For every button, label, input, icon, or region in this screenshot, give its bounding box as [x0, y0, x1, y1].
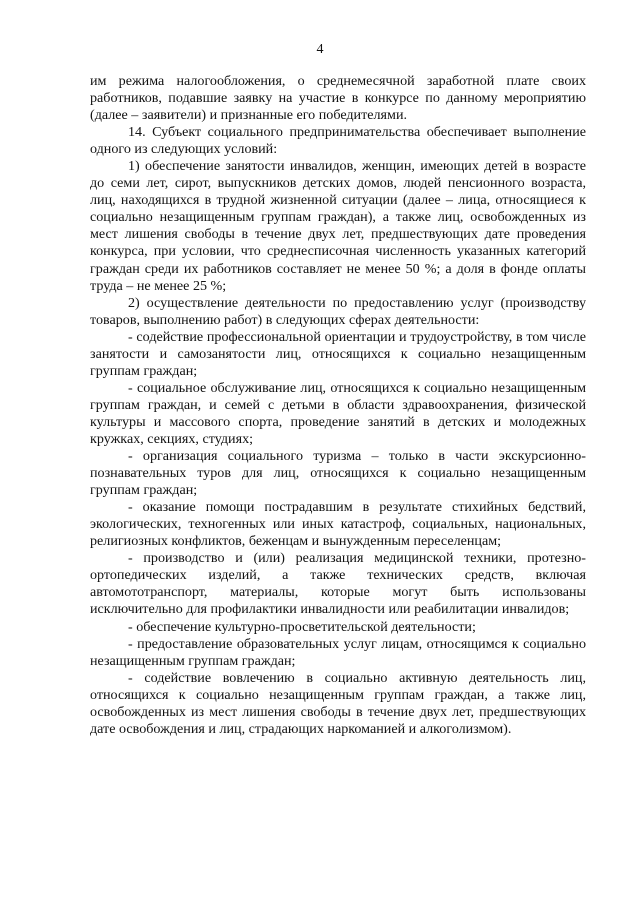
paragraph-condition-1: 1) обеспечение занятости инвалидов, женщин, имеющих детей в возрасте до семи лет, сирот, выпускников детских домов, людей пенсионного возраста, лиц, находящихся в трудной жизненной ситуации (далее – лица, относящиеся к социально незащищенным группам граждан), а также лиц, освобожденных из мест лишения свободы в течение двух лет, предшествующих дате проведения конкурса, при условии, что среднесписочная численность указанных категорий граждан среди их работников составляет не менее 50 %; а доля в фонде оплаты труда – не менее 25 %;: [90, 158, 586, 294]
paragraph-continuation: им режима налогообложения, о среднемесячной заработной плате своих работников, подавшие заявку на участие в конкурсе по данному мероприятию (далее – заявители) и признанные его победителями.: [90, 73, 586, 124]
list-item-education-services: - предоставление образовательных услуг лицам, относящимся к социально незащищенным группам граждан;: [90, 635, 586, 669]
list-item-cultural-activity: - обеспечение культурно-просветительской деятельности;: [128, 618, 476, 635]
list-item-social-services: - социальное обслуживание лиц, относящихся к социально незащищенным группам граждан, и семей с детьми в области здравоохранения, физической культуры и массового спорта, проведение занятий в детских и молодежных кружках, секциях, студиях;: [90, 379, 586, 447]
paragraph-clause-14: 14. Субъект социального предпринимательства обеспечивает выполнение одного из следующих условий:: [90, 124, 586, 158]
list-item-social-tourism: - организация социального туризма – только в части экскурсионно-познавательных туров для лиц, относящихся к социально незащищенным группам граждан;: [90, 448, 586, 499]
list-item-social-involvement: - содействие вовлечению в социально активную деятельность лиц, относящихся к социально незащищенным группам граждан, а также лиц, освобожденных из мест лишения свободы в течение двух лет, предшествующих дате освобождения и лиц, страдающих наркоманией и алкоголизмом).: [90, 669, 586, 737]
list-item-medical-equipment: - производство и (или) реализация медицинской техники, протезно-ортопедических изделий, а также технических средств, включая автомототранспорт, материалы, которые могут быть использованы исключительно для профилактики инвалидности или реабилитации инвалидов;: [90, 550, 586, 618]
list-item-disaster-aid: - оказание помощи пострадавшим в результате стихийных бедствий, экологических, техногенных или иных катастроф, социальных, национальных, религиозных конфликтов, беженцам и вынужденным переселенцам;: [90, 499, 586, 550]
document-body: [90, 73, 586, 738]
paragraph-condition-2: 2) осуществление деятельности по предоставлению услуг (производству товаров, выполнению работ) в следующих сферах деятельности:: [90, 294, 586, 328]
page-number: 4: [316, 42, 324, 57]
list-item-career-guidance: - содействие профессиональной ориентации и трудоустройству, в том числе занятости и самозанятости лиц, относящихся к социально незащищенным группам граждан;: [90, 328, 586, 379]
